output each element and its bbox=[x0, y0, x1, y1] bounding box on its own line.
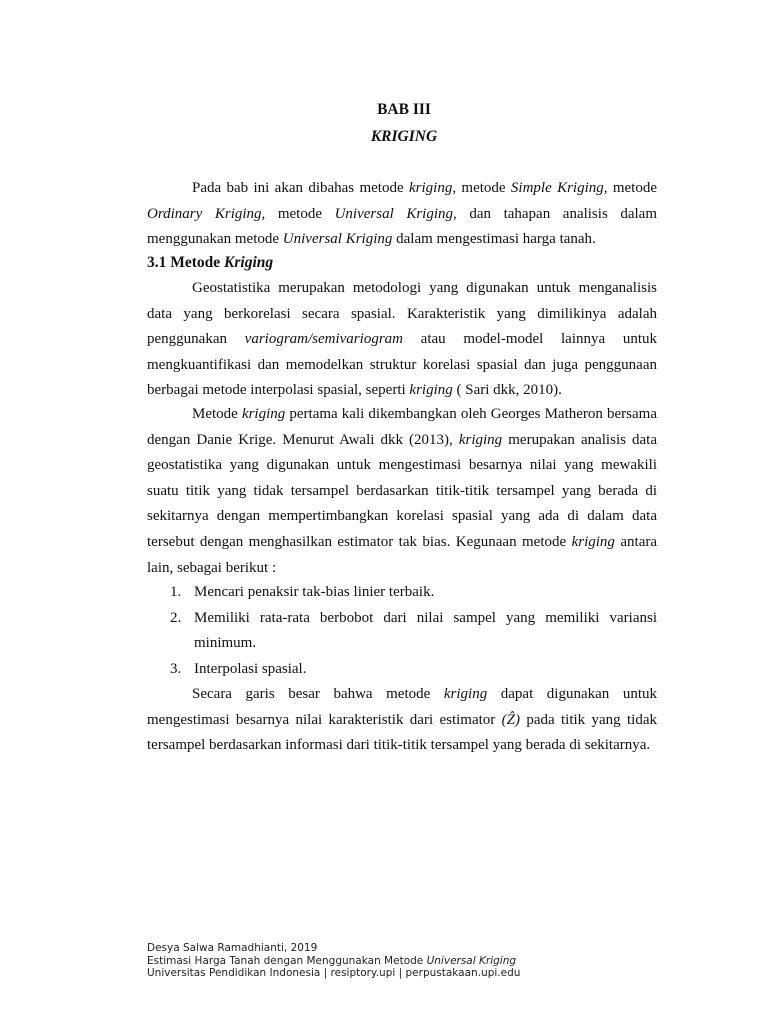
intro-paragraph bbox=[147, 176, 657, 253]
list-item bbox=[147, 606, 657, 657]
intro-text-6: dalam mengestimasi harga tanah. bbox=[392, 231, 596, 248]
para2-emph-3: kriging bbox=[571, 533, 615, 550]
list-item-number: 1. bbox=[170, 584, 182, 600]
estimator-paragraph bbox=[147, 682, 657, 759]
para1-emph-1: variogram/semivariogram bbox=[244, 331, 403, 348]
kriging-uses-list bbox=[147, 580, 657, 682]
para1-text-2: atau model-model lainnya untuk mengkuantifikasi dan memodelkan struktur korelasi spasial dan juga penggunaan berbagai metode interpolasi spasial, seperti bbox=[147, 331, 657, 399]
para3-text-1: Secara garis besar bahwa metode bbox=[192, 686, 444, 702]
section-heading bbox=[147, 254, 273, 272]
para1-text-3: ( Sari dkk, 2010). bbox=[452, 382, 562, 399]
para3-text-2: dapat digunakan untuk mengestimasi besarnya nilai karakteristik dari estimator bbox=[147, 686, 658, 728]
para1-emph-2: kriging bbox=[409, 382, 453, 399]
list-item bbox=[147, 580, 657, 606]
intro-emph-3: Ordinary Kriging bbox=[147, 205, 262, 222]
footer-title-text: Estimasi Harga Tanah dengan Menggunakan Metode bbox=[147, 954, 427, 967]
footer-thesis-title bbox=[147, 955, 520, 968]
section-title: Kriging bbox=[224, 254, 274, 271]
para2-text-1: Metode bbox=[192, 406, 242, 422]
para2-text-4: antara lain, sebagai berikut : bbox=[147, 533, 658, 576]
intro-text-5: , dan tahapan analisis dalam menggunakan metode bbox=[147, 205, 658, 248]
para2-emph-1: kriging bbox=[241, 406, 286, 422]
intro-text-2: , metode bbox=[452, 180, 511, 196]
intro-text-4: , metode bbox=[261, 205, 335, 222]
para2-emph-2: kriging bbox=[458, 431, 503, 448]
section-number: 3.1 Metode bbox=[147, 254, 225, 271]
para2-text-2: pertama kali dikembangkan oleh Georges Matheron bersama dengan Danie Krige. Menurut Awali dkk (2013), bbox=[147, 406, 657, 448]
list-item bbox=[147, 657, 657, 683]
geostatistics-paragraph bbox=[147, 276, 657, 404]
para2-text-3: merupakan analisis data geostatistika yang digunakan untuk mengestimasi besarnya nilai yang mewakili suatu titik yang tidak tersampel berdasarkan titik-titik tersampel yang berada di sekitarnya dengan mempertimbangkan korelasi spasial yang ada di dalam data tersebut dengan menghasilkan estimator tak bias. Kegunaan metode bbox=[147, 431, 657, 550]
intro-emph-2: Simple Kriging bbox=[510, 180, 604, 196]
para3-text-3: pada titik yang tidak tersampel berdasarkan informasi dari titik-titik tersampel yang berada di sekitarnya. bbox=[147, 711, 658, 754]
list-item-text: Memiliki rata-rata berbobot dari nilai sampel yang memiliki variansi minimum. bbox=[194, 609, 657, 652]
chapter-subtitle: KRIGING bbox=[370, 128, 438, 145]
list-item-number: 2. bbox=[170, 609, 182, 626]
intro-text-1: Pada bab ini akan dibahas metode bbox=[192, 180, 409, 196]
list-item-text: Interpolasi spasial. bbox=[194, 660, 307, 677]
footer-title-emph: Universal Kriging bbox=[426, 954, 517, 967]
footer-author: Desya Salwa Ramadhianti, 2019 bbox=[147, 942, 318, 954]
intro-emph-4: Universal Kriging bbox=[334, 205, 454, 222]
intro-emph-5: Universal Kriging bbox=[282, 231, 393, 248]
intro-text-3: , metode bbox=[603, 180, 658, 196]
kriging-paragraph bbox=[147, 402, 657, 581]
para1-text-1: Geostatistika merupakan metodologi yang digunakan untuk menganalisis data yang berkorelasi secara spasial. Karakteristik yang dimilikinya adalah penggunakan bbox=[147, 280, 657, 348]
para3-emph-1: kriging bbox=[443, 686, 488, 702]
list-item-text: Mencari penaksir tak-bias linier terbaik. bbox=[194, 584, 435, 600]
intro-emph-1: kriging bbox=[408, 180, 453, 196]
estimator-formula: (Ẑ) bbox=[501, 711, 520, 728]
chapter-title: BAB III bbox=[377, 101, 431, 118]
list-item-number: 3. bbox=[170, 660, 182, 677]
footer-institution: Universitas Pendidikan Indonesia | resiptory.upi | perpustakaan.upi.edu bbox=[147, 967, 521, 979]
page-footer bbox=[147, 942, 520, 980]
